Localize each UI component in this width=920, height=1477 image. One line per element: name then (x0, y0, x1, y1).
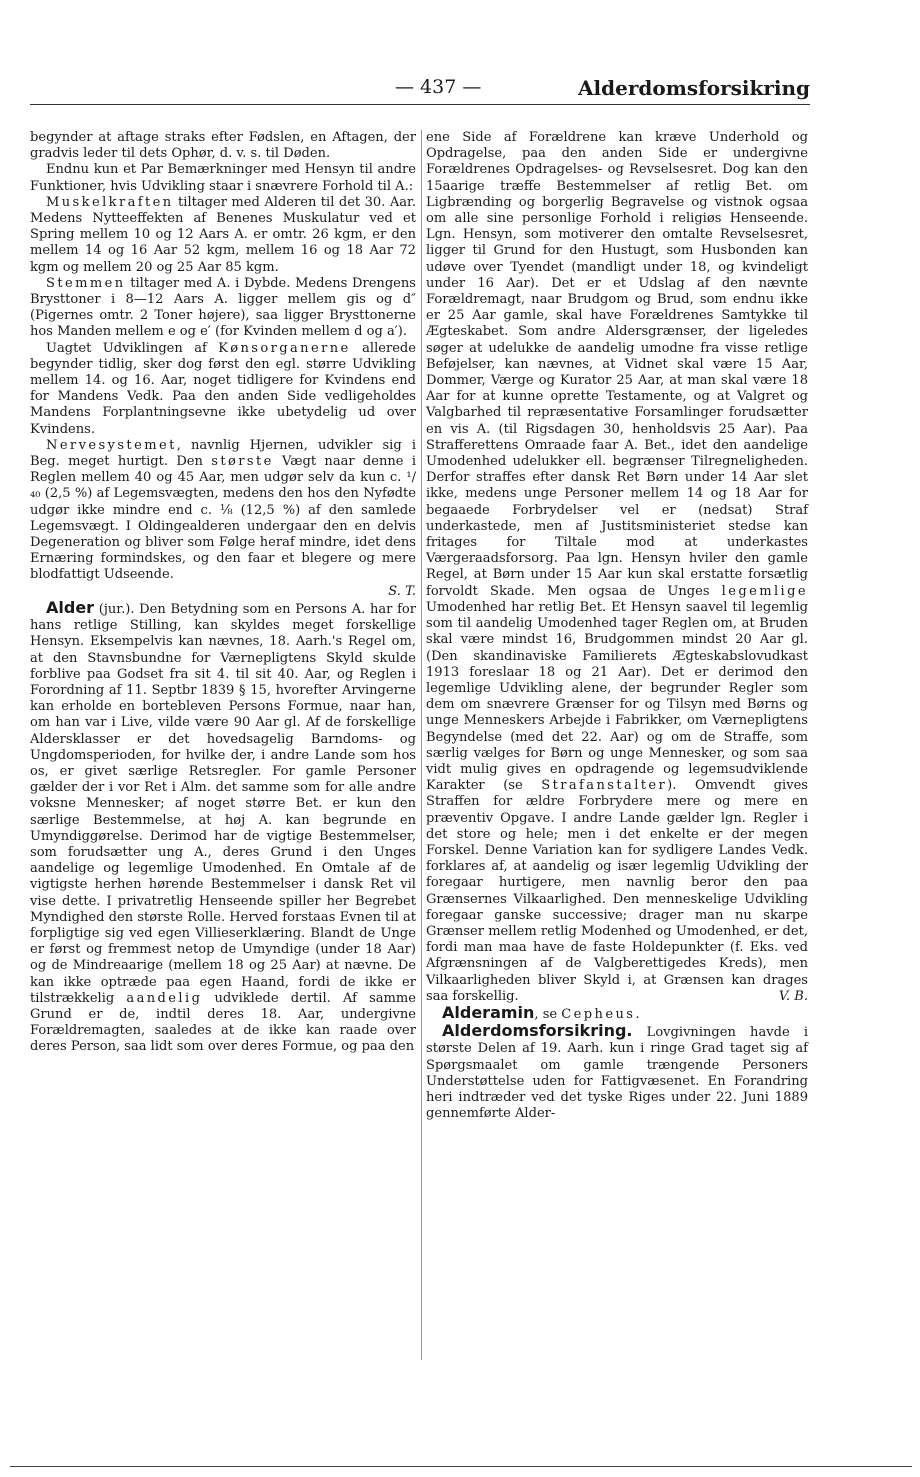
spaced-term: legemlige (721, 583, 808, 599)
author-signature: V. B. (778, 988, 808, 1004)
header-rule (30, 104, 810, 105)
entry-alder: Alder (jur.). Den Betydning som en Persons A. har for hans retlige Stilling, kan skyldes meget forskellige Hensyn. Eksempelvis kan nævnes, 18. Aarh.'s Regel om, at den Stavnsbundne for Værnepligtens Skyld skulde forblive paa Godset fra sit 4. til sit 40. Aar, og Reglen i Forordning af 11. Septbr 1839 § 15, hvorefter Arvingerne kan erholde en bortebleven Persons Formue, naar han, om han var i Live, vilde være 90 Aar gl. Af de forskellige Aldersklasser er det hovedsagelig Barndoms- og Ungdomsperioden, for hvilke der, i andre Lande som hos os, er givet særlige Retsregler. For gamle Personer gælder der i vor Ret i Alm. det samme som for alle andre voksne Mennesker; af noget større Bet. er kun den særlige Bestemmelse, at høj A. kan begrunde en Umyndiggørelse. Derimod har de vigtige Bestemmelser, som forudsætter ung A., deres Grund i den Unges aandelige og legemlige Umodenhed. En Omtale af de vigtigste herhen hørende Bestemmelser i dansk Ret vil vise dette. I privatretlig Henseende spiller her Begrebet Myndighed den største Rolle. Herved forstaas Evnen til at forpligtige sig ved egen Villieserklæring. Blandt de Unge er først og fremmest netop de Umyndige (under 18 Aar) og de Mindreaarige (mellem 18 og 25 Aar) at nævne. De kan ikke optræde paa egen Haand, fordi de ikke er tilstrækkelig aandelig udviklede dertil. Af samme Grund er de, indtil deres 18. Aar, undergivne Forældremagten, saaledes at de ikke kan raade over deres Person, saa lidt som over deres Formue, og paa den (30, 597, 417, 1055)
column-divider (421, 130, 422, 1360)
spaced-term: Strafanstalter (541, 778, 668, 794)
spaced-term: aandelig (126, 990, 203, 1006)
headword: Alder (46, 597, 95, 617)
running-head: Alderdomsforsikring (578, 76, 810, 100)
left-column (30, 130, 416, 1056)
spaced-term: Stemmen (46, 275, 126, 291)
spaced-term: Cepheus (561, 1006, 636, 1022)
page-number: — 437 — (395, 76, 482, 98)
spaced-term: Nervesystemet (46, 437, 177, 453)
spaced-term: største (211, 454, 274, 470)
paragraph: Uagtet Udviklingen af Kønsorganerne allerede begynder tidlig, sker dog først den egl. større Udvikling mellem 14. og 16. Aar, noget tidligere for Kvindens end for Mandens Vedk. Paa den anden Side vedligeholdes Mandens Forplantningsevne ikke ubetydelig ud over Kvindens. (30, 340, 416, 437)
paragraph: Endnu kun et Par Bemærkninger med Hensyn til andre Funktioner, hvis Udvikling staar i snævrere Forhold til A.: (30, 162, 416, 194)
paragraph: Nervesystemet, navnlig Hjernen, udvikler sig i Beg. meget hurtigt. Den største Vægt naar denne i Reglen mellem 40 og 45 Aar, men udgør selv da kun c. ¹/₄₀ (2,5 %) af Legemsvægten, medens den hos den Nyfødte udgør ikke mindre end c. ⅛ (12,5 %) af den samlede Legemsvægt. I Oldingealderen undergaar den en delvis Degeneration og bliver som Følge heraf mindre, idet dens Ernæring formindskes, og den faar et blegere og mere blodfattigt Udseende. (30, 437, 417, 583)
paragraph: Muskelkraften tiltager med Alderen til det 30. Aar. Medens Nytteeffekten af Benenes Muskulatur ved et Spring mellem 10 og 12 Aars A. er omtr. 26 kgm, er den mellem 14 og 16 Aar 52 kgm, mellem 16 og 18 Aar 72 kgm og mellem 20 og 25 Aar 85 kgm. (30, 194, 416, 275)
entry-alderamin: Alderamin, se Cepheus. (442, 1002, 640, 1022)
headword: Alderamin (442, 1002, 535, 1022)
spaced-term: Muskelkraften (46, 194, 174, 210)
paragraph: begynder at aftage straks efter Fødslen, en Aftagen, der gradvis leder til dets Ophør, d. v. s. til Døden. (30, 130, 416, 162)
author-signature: S. T. (388, 583, 416, 599)
spaced-term: Kønsorganerne (218, 340, 351, 356)
paragraph: Stemmen tiltager med A. i Dybde. Medens Drengens Brysttoner i 8—12 Aars A. ligger mellem gis og d″ (Pigernes omtr. 2 Toner højere), saa ligger Brysttonerne hos Manden mellem e og e′ (for Kvinden mellem d og a′). (30, 275, 416, 340)
paragraph: ene Side af Forældrene kan kræve Underhold og Opdragelse, paa den anden Side er undergivne Forældrenes Opdragelses- og Revselsesret. Dog kan den 15aarige træffe Bestemmelser af retlig Bet. om Ligbrænding og borgerlig Begravelse og vistnok ogsaa om alle sine personlige Forhold i religiøs Henseende. Lgn. Hensyn, som motiverer den omtalte Revselsesret, ligger til Grund for den Hustugt, som Husbonden kan udøve over Tyendet (mandligt under 18, og kvindeligt under 16 Aar). Det er et Udslag af den nævnte Forældremagt, naar Brudgom og Brud, som endnu ikke er 25 Aar gamle, skal have Forældrenes Samtykke til Ægteskabet. Som andre Aldersgrænser, der ligeledes søger at udelukke de aandelig umodne fra visse retlige Beføjelser, kan nævnes, at Vidnet skal være 15 Aar, Dommer, Værge og Kurator 25 Aar, at man skal være 18 Aar for at kunne oprette Testamente, og at Valgret og Valgbarhed til repræsentative Forsamlinger forudsætter en vis A. (til Rigsdagen 30, henholdsvis 25 Aar). Paa Strafferettens Omraade faar A. Bet., idet den aandelige Umodenhed udelukker ell. begrænser Tilregneligheden. Derfor straffes efter dansk Ret Børn under 14 Aar slet ikke, medens unge Personer mellem 14 og 18 Aar for begaaede Forbrydelser vel er (nedsat) Straf underkastede, men af Justitsministeriet stedse kan fritages for Tiltale mod at underkastes Værgeraadsforsorg. Paa lgn. Hensyn hviler den gamle Regel, at Børn under 15 Aar kun skal erstatte forsætlig forvoldt Skade. Men ogsaa de Unges legemlige Umodenhed har retlig Bet. Et Hensyn saavel til legemlig som til aandelig Umodenhed tager Reglen om, at Bruden skal være mindst 16, Brudgommen mindst 20 Aar gl. (Den skandinaviske Familierets Ægteskabslovudkast 1913 foreslaar 18 og 21 Aar). Det er derimod den legemlige Udvikling alene, der begrunder Regler som dem om snævrere Grænser for og Tilsyn med Børns og unge Menneskers Arbejde i Fabrikker, om Værnepligtens Begyndelse (med det 22. Aar) og om de Straffe, som særlig vælges for Børn og unge Mennesker, og som saa vidt mulig gives en opdragende og legemsudviklende Karakter (se Strafanstalter). Omvendt gives Straffen for ældre Forbrydere mere og mere en præventiv Opgave. I andre Lande gælder lgn. Regler i det store og hele; men i det enkelte er der megen Forskel. Denne Variation kan for sydligere Landes Vedk. forklares af, at aandelig og især legemlig Udvikling der foregaar hurtigere, men navnlig beror den paa Grænsernes Vilkaarlighed. Den menneskelige Udvikling foregaar ganske successive; drager man nu skarpe Grænser mellem retlig Modenhed og Umodenhed, er det, fordi man maa have de faste Holdepunkter (f. Eks. ved Afgrænsningen af de Valgberettigedes Kreds), men Vilkaarligheden bliver Skyld i, at Grænsen kan drages saa forskellig. V. B. (426, 130, 808, 1004)
entry-alderdomsforsikring: Alderdomsforsikring. Lovgivningen havde i største Delen af 19. Aarh. kun i ringe Grad taget sig af Spørgsmaalet om gamle trængende Personers Understøttelse uden for Fattigvæsenet. En Forandring heri indtræder ved det tyske Riges under 22. Juni 1889 gennemførte Alder- (426, 1021, 808, 1122)
headword: Alderdomsforsikring. (442, 1021, 633, 1041)
bottom-rule (10, 1466, 912, 1467)
right-column (426, 130, 808, 1122)
page-header (30, 76, 810, 102)
